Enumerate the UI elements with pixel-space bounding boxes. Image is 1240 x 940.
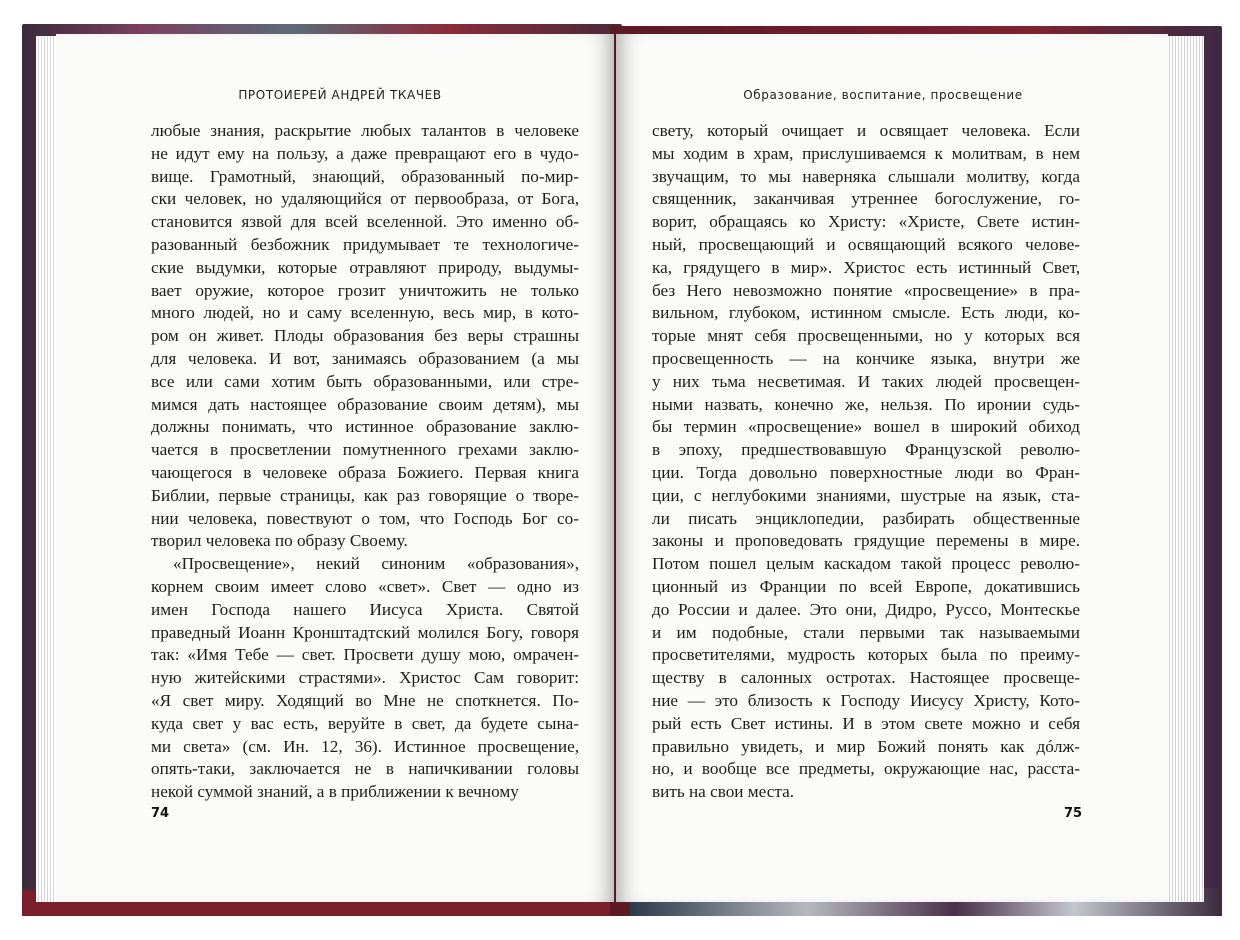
page-edges-right	[1164, 36, 1204, 902]
text-line: мы ходим в храм, прислушиваемся к молитвам, в нем	[652, 143, 1080, 163]
text-line: опять-таки, заключается не в напичкивании головы	[151, 759, 579, 779]
text-line: чается в просветлении помутненного грехами заклю-	[151, 440, 579, 460]
text-line: «Просвещение», некий синоним «образования»,	[173, 554, 579, 574]
text-line: священник, заканчивая утреннее богослужение, го-	[652, 189, 1080, 209]
text-line: «Я свет миру. Ходящий во Мне не споткнется. По-	[151, 690, 579, 710]
text-line: ски человек, но удаляющийся от первообраза, от Бога,	[151, 189, 579, 209]
page-number: 75	[1064, 806, 1083, 821]
text-line: корнем своим имеет слово «свет». Свет — одно из	[151, 576, 579, 596]
body-text	[151, 120, 579, 804]
text-line: правильно увидеть, и мир Божий понять как дóлж-	[652, 736, 1080, 756]
text-line: просветителями, мудрость которых была по преиму-	[652, 645, 1080, 665]
text-line: творил человека по образу Своему.	[151, 531, 408, 551]
text-line: у них тьма несветимая. И таких людей просвещен-	[652, 371, 1080, 391]
text-line: так: «Имя Тебе — свет. Просвети душу мою, омрачен-	[151, 645, 579, 665]
text-line: имен Господа нашего Иисуса Христа. Святой	[151, 599, 579, 619]
text-line: ный, просвещающий и освящающий всякого челове-	[652, 234, 1080, 254]
text-line: и им подобные, стали первыми так называемыми	[652, 622, 1080, 642]
text-line: звучащим, то мы наверняка слышали молитву, когда	[652, 166, 1080, 186]
left-page	[56, 34, 614, 902]
text-line: в эпоху, предшествовавшую Французской револю-	[652, 440, 1080, 460]
text-line: законы и проповедовать грядущие перемены в мире.	[652, 531, 1080, 551]
text-line: вить на свои места.	[652, 782, 795, 802]
text-line: вище. Грамотный, знающий, образованный по-мир-	[151, 166, 579, 186]
text-line: рый есть Свет истины. И в этом свете можно и себя	[652, 713, 1080, 733]
text-line: вает оружие, которое грозит уничтожить не только	[151, 280, 579, 300]
text-line: ние — это близость к Господу Иисусу Христу, Кото-	[652, 690, 1080, 710]
text-line: куда свет у вас есть, веруйте в свет, да будете сына-	[151, 713, 579, 733]
text-line: ми света» (см. Ин. 12, 36). Истинное просвещение,	[151, 736, 579, 756]
text-line: ции. Тогда довольно поверхностные люди во Фран-	[652, 462, 1080, 482]
text-line: ществу в салонных остротах. Настоящее просвеще-	[652, 668, 1080, 688]
text-line: ка, грядущего в мир». Христос есть истинный Свет,	[652, 257, 1080, 277]
text-line: Потом пошел целым каскадом такой процесс револю-	[652, 554, 1080, 574]
text-line: но, и вообще все предметы, окружающие нас, расста-	[652, 759, 1080, 779]
body-text	[652, 120, 1080, 804]
text-line: для человека. И вот, занимаясь образованием (а мы	[151, 348, 579, 368]
text-line: должны понимать, что истинное образование заклю-	[151, 417, 579, 437]
text-line: не идут ему на пользу, а даже превращают его в чудо-	[151, 143, 579, 163]
page-number: 74	[151, 806, 170, 821]
right-page	[616, 34, 1168, 902]
text-line: праведный Иоанн Кронштадтский молился Богу, говоря	[151, 622, 579, 642]
text-line: ными назвать, конечно же, нельзя. По иронии судь-	[652, 394, 1080, 414]
text-line: чающегося в человеке образа Божиего. Первая книга	[151, 462, 579, 482]
text-line: много людей, но и саму вселенную, весь мир, в кото-	[151, 303, 579, 323]
text-line: ворит, обращаясь ко Христу: «Христе, Свете истин-	[652, 212, 1080, 232]
text-line: Библии, первые страницы, как раз говорящие о творе-	[151, 485, 579, 505]
text-line: любые знания, раскрытие любых талантов в человеке	[151, 121, 579, 140]
text-line: ром он живет. Плоды образования без веры страшны	[151, 326, 579, 346]
text-line: просвещенность — на кончике языка, внутри же	[652, 348, 1080, 368]
text-line: ции, с неглубокими знаниями, шустрые на язык, ста-	[652, 485, 1080, 505]
text-line: ские выдумки, которые отравляют природу, выдумы-	[151, 257, 579, 277]
text-line: ционный из Франции по всей Европе, докатившись	[652, 576, 1080, 596]
text-line: мимся дать настоящее образование своим детям), мы	[151, 394, 579, 414]
text-line: свету, который очищает и освящает человека. Если	[652, 121, 1080, 140]
text-line: становится язвой для всей вселенной. Это именно об-	[151, 212, 579, 232]
text-line: вильном, глубоком, истинном смысле. Есть люди, ко-	[652, 303, 1080, 323]
text-line: до России и далее. Это они, Дидро, Руссо, Монтескье	[652, 599, 1080, 619]
text-line: торые мнят себя просвещенными, но у которых вся	[652, 326, 1080, 346]
text-line: ли писать энциклопедии, разбирать общественные	[652, 508, 1080, 528]
text-line: ную житейскими страстями». Христос Сам говорит:	[151, 668, 579, 688]
text-line: все или сами хотим быть образованными, или стре-	[151, 371, 579, 391]
running-head: ПРОТОИЕРЕЙ АНДРЕЙ ТКАЧЕВ	[238, 88, 442, 102]
text-line: некой суммой знаний, а в приближении к вечному	[151, 782, 519, 802]
text-line: бы термин «просвещение» вошел в широкий обиход	[652, 417, 1080, 437]
text-line: разованный безбожник придумывает те технологиче-	[151, 234, 579, 254]
running-head: Образование, воспитание, просвещение	[743, 88, 1023, 102]
text-line: без Него невозможно понятие «просвещение» в пра-	[652, 280, 1080, 300]
text-line: нии человека, повествуют о том, что Господь Бог со-	[151, 508, 579, 528]
